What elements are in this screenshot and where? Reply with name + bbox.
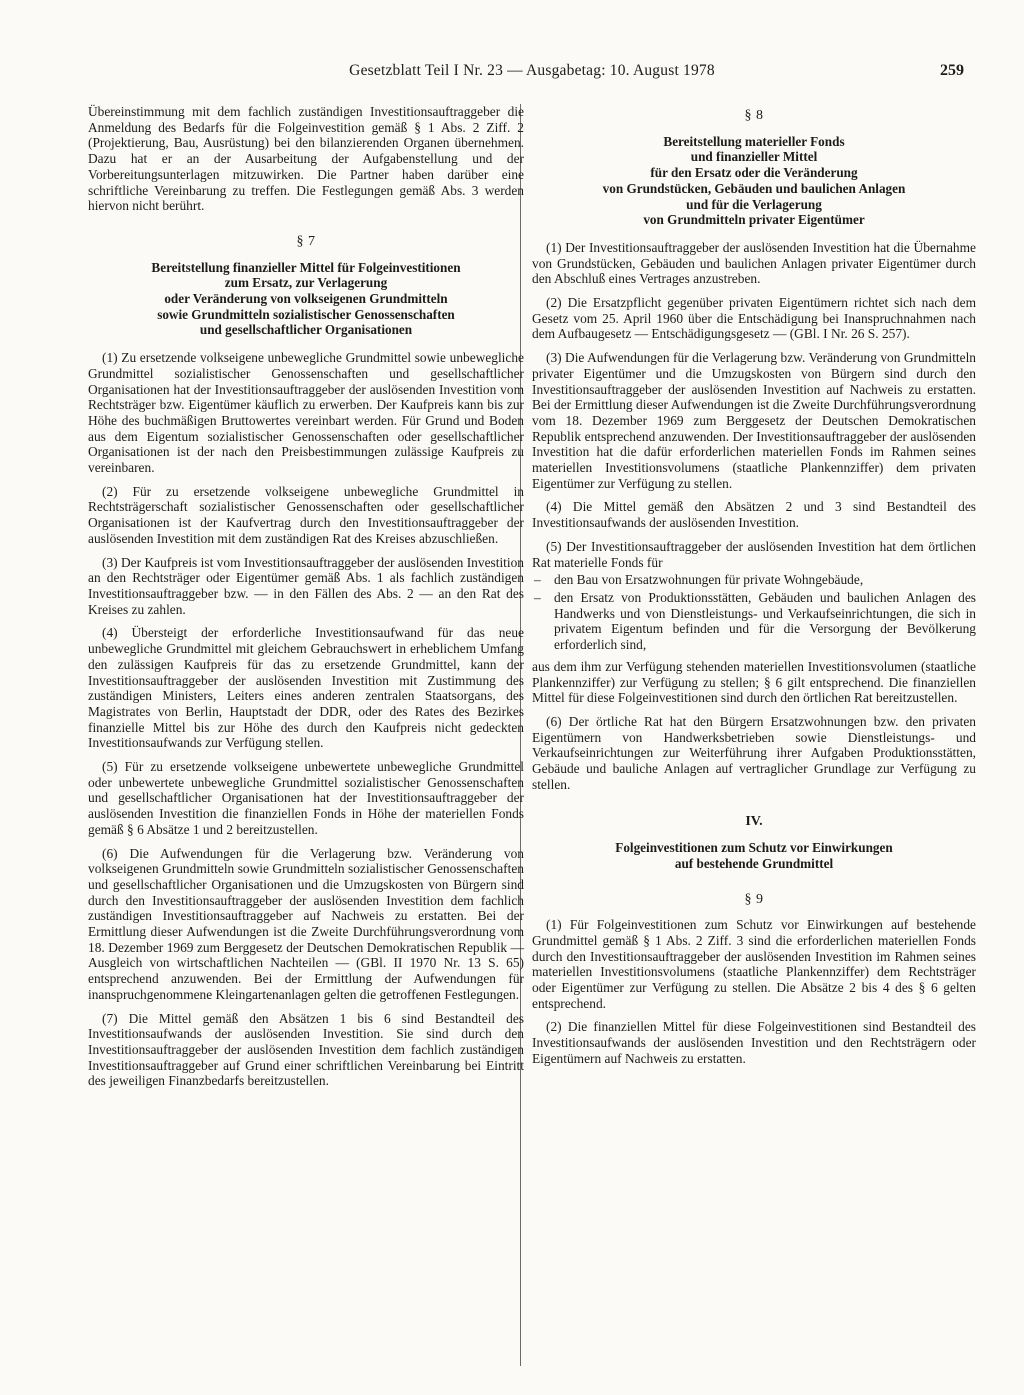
page-header (70, 62, 994, 86)
intro-paragraph: Übereinstimmung mit dem fachlich zuständigen Investitionsauftraggeber die Anmeldung des Bedarfs für die Folgeinvestition gemäß § 1 Abs. 2 Ziff. 2 (Projektierung, Bau, Ausrüstung) bei den bilanzierenden Organen übernehmen. Dazu hat er an der Ausarbeitung der Aufgabenstellung und der Vorbereitungsunterlagen mitzuwirken. Die Partner haben darüber eine schriftliche Vereinbarung zu treffen. Die Festlegungen gemäß Abs. 3 werden hiervon nicht berührt. (88, 104, 524, 214)
title-line: Bereitstellung materieller Fonds (663, 133, 845, 149)
s7-paragraph-2: (2) Für zu ersetzende volkseigene unbewegliche Grundmittel in Rechtsträgerschaft sozialistischer Genossenschaften oder gesellschaftlicher Organisationen ist der Kaufvertrag durch den Investitionsauftraggeber der auslösenden Investition mit dem zuständigen Rat des Kreises abzuschließen. (88, 483, 524, 546)
s8-paragraph-6: (6) Der örtliche Rat hat den Bürgern Ersatzwohnungen bzw. den privaten Eigentümern von Handwerksbetrieben sowie Dienstleistungs- und Verkaufseinrichtungen zur Weiterführung ihrer Aufgaben Produktionsstätten, Gebäude und bauliche Anlagen auf vertraglicher Grundlage zur Verfügung zu stellen. (532, 713, 976, 792)
s8-paragraph-5: (5) Der Investitionsauftraggeber der auslösenden Investition hat dem örtlichen Rat materielle Fonds für (532, 538, 976, 570)
part-4-title (542, 840, 966, 871)
title-line: auf bestehende Grundmittel (674, 855, 834, 871)
list-item: – den Bau von Ersatzwohnungen für private Wohngebäude, (532, 572, 976, 588)
left-column (88, 104, 524, 1097)
list-item: – den Ersatz von Produktionsstätten, Gebäuden und baulichen Anlagen des Handwerks und von Dienstleistungs- und Verkaufseinrichtungen, die sich in privatem Eigentum befinden und für die Versorgung der Bevölkerung erforderlich sind, (532, 590, 976, 653)
s9-paragraph-2: (2) Die finanziellen Mittel für diese Folgeinvestitionen sind Bestandteil des Investitionsaufwands der auslösenden Investition und den Rechtsträgern oder Eigentümern auf Nachweis zu erstatten. (532, 1019, 976, 1066)
section-7-title (98, 260, 514, 339)
s8-paragraph-3: (3) Die Aufwendungen für die Verlagerung bzw. Veränderung von Grundmitteln privater Eigentümer und die Umzugskosten von Bürgern sind durch den Investitionsauftraggeber der auslösenden Investition auf Nachweis zu erstatten. Bei der Ermittlung dieser Aufwendungen ist die Zweite Durchführungsverordnung vom 18. Dezember 1969 zum Berggesetz der Deutschen Demokratischen Republik entsprechend anzuwenden. Der Investitionsauftraggeber der auslösenden Investition hat die dafür erforderlichen materiellen Fonds im Rahmen seines materiellen Investitionsvolumens (staatliche Plankennziffer) dem privaten Eigentümer zur Verfügung zu stellen. (532, 350, 976, 491)
part-4-numeral: IV. (745, 814, 763, 830)
s8-paragraph-4: (4) Die Mittel gemäß den Absätzen 2 und 3 sind Bestandteil des Investitionsaufwands der auslösenden Investition. (532, 499, 976, 531)
title-line: von Grundmitteln privater Eigentümer (643, 212, 865, 228)
s7-paragraph-7: (7) Die Mittel gemäß den Absätzen 1 bis 6 sind Bestandteil des Investitionsaufwands der auslösenden Investition. Sie sind durch den Investitionsauftraggeber der auslösenden Investition dem fachlich zuständigen Investitionsauftraggeber auf Grund einer schriftlichen Vereinbarung bei Eintritt des jeweiligen Finanzbedarfs bereitzustellen. (88, 1010, 524, 1089)
right-column (532, 104, 976, 1075)
title-line: für den Ersatz oder die Veränderung (650, 165, 858, 181)
title-line: zum Ersatz, zur Verlagerung (224, 275, 388, 291)
running-title: Gesetzblatt Teil I Nr. 23 — Ausgabetag: 10. August 1978 (349, 62, 715, 79)
title-line: oder Veränderung von volkseigenen Grundmitteln (164, 291, 448, 307)
s9-paragraph-1: (1) Für Folgeinvestitionen zum Schutz vor Einwirkungen auf bestehende Grundmittel gemäß § 1 Abs. 2 Ziff. 3 sind die erforderlichen materiellen Fonds durch den Investitionsauftraggeber der auslösenden Investition im Rahmen seines materiellen Investitionsvolumens (staatliche Plankennziffer) dem Rechtsträger oder Eigentümer zur Verfügung zu stellen. Die Absätze 2 bis 4 des § 6 gelten entsprechend. (532, 917, 976, 1011)
title-line: und gesellschaftlicher Organisationen (199, 322, 413, 338)
title-line: und für die Verlagerung (686, 196, 822, 212)
section-8-number: § 8 (744, 108, 764, 123)
title-line: und finanzieller Mittel (690, 149, 818, 165)
s8-paragraph-2: (2) Die Ersatzpflicht gegenüber privaten Eigentümern richtet sich nach dem Gesetz vom 25. April 1960 über die Entschädigung bei Inanspruchnahmen nach dem Aufbaugesetz — Entschädigungsgesetz — (GBl. I Nr. 26 S. 257). (532, 295, 976, 342)
s7-paragraph-6: (6) Die Aufwendungen für die Verlagerung bzw. Veränderung von volkseigenen Grundmitteln sowie Grundmitteln sozialistischer Genossenschaften und gesellschaftlicher Organisationen und die Umzugskosten von Bürgern sind durch den Investitionsauftraggeber der auslösenden Investition dem fachlich zuständigen Investitionsauftraggeber auf Nachweis zu erstatten. Bei der Ermittlung dieser Aufwendungen ist die Zweite Durchführungsverordnung vom 18. Dezember 1969 zum Berggesetz der Deutschen Demokratischen Republik — Ausgleich von wirtschaftlichen Nachteilen — (GBl. II 1970 Nr. 13 S. 65) entsprechend anzuwenden. Bei der Ermittlung der Aufwendungen für inanspruchgenommene Kleingartenanlagen gelten die getroffenen Festlegungen. (88, 845, 524, 1002)
s8-paragraph-1: (1) Der Investitionsauftraggeber der auslösenden Investition hat die Übernahme von Grundstücken, Gebäuden und baulichen Anlagen privater Eigentümer durch den Abschluß eines Vertrages anzustreben. (532, 239, 976, 287)
section-7-number: § 7 (296, 233, 316, 249)
section-8-title (542, 134, 966, 228)
s8-dash-list (532, 572, 976, 653)
section-9-number: § 9 (744, 891, 764, 907)
s7-paragraph-5: (5) Für zu ersetzende volkseigene unbewertete unbewegliche Grundmittel oder unbewertete unbewegliche Grundmittel sozialistischer Genossenschaften und gesellschaftlicher Organisationen hat der Investitionsauftraggeber der auslösenden Investition die finanziellen Fonds in Höhe der materiellen Fonds gemäß § 6 Absätze 1 und 2 bereitzustellen. (88, 759, 524, 837)
title-line: Folgeinvestitionen zum Schutz vor Einwirkungen (615, 840, 893, 856)
s7-paragraph-1: (1) Zu ersetzende volkseigene unbewegliche Grundmittel sowie unbewegliche Grundmittel sozialistischer Genossenschaften und gesellschaftlicher Organisationen hat der Investitionsauftraggeber der auslösenden Investition vom Rechtsträger bzw. Eigentümer käuflich zu erwerben. Der Kaufpreis kann bis zur Höhe des buchmäßigen Bruttowertes vereinbart werden. Für Grund und Boden aus dem Eigentum sozialistischer Genossenschaften oder gesellschaftlicher Organisationen ist der nach den Preisbestimmungen zulässige Kaufpreis zu vereinbaren. (88, 350, 524, 476)
title-line: von Grundstücken, Gebäuden und baulichen Anlagen (602, 180, 906, 196)
s7-paragraph-4: (4) Übersteigt der erforderliche Investitionsaufwand für das neue unbewegliche Grundmittel mit gleichem Gebrauchswert in erheblichem Umfang den zulässigen Kaufpreis für das zu ersetzende Grundmittel, kann der Investitionsauftraggeber der auslösenden Investition mit Zustimmung des zuständigen Ministers, Leiters eines anderen zentralen Staatsorgans, des Magistrates von Berlin, Hauptstadt der DDR, oder des Rates des Bezirkes finanzielle Mittel bis zur Höhe des durch den Kaufpreis nicht gedeckten Investitionsaufwands zur Verfügung stellen. (88, 625, 524, 751)
title-line: Bereitstellung finanzieller Mittel für Folgeinvestitionen (151, 259, 461, 275)
page-number: 259 (940, 62, 964, 79)
s8-after-dash: aus dem ihm zur Verfügung stehenden materiellen Investitionsvolumen (staatliche Plankennziffer) zur Verfügung zu stellen; § 6 gilt entsprechend. Die finanziellen Mittel für diese Folgeinvestitionen sind durch den örtlichen Rat bereitzustellen. (532, 658, 976, 706)
s7-paragraph-3: (3) Der Kaufpreis ist vom Investitionsauftraggeber der auslösenden Investition an den Rechtsträger oder Eigentümer gemäß Abs. 1 als fachlich zuständigen Investitionsauftraggeber bzw. — in den Fällen des Abs. 2 — an den Rat des Kreises zu zahlen. (88, 554, 524, 617)
title-line: sowie Grundmitteln sozialistischer Genossenschaften (157, 306, 455, 322)
